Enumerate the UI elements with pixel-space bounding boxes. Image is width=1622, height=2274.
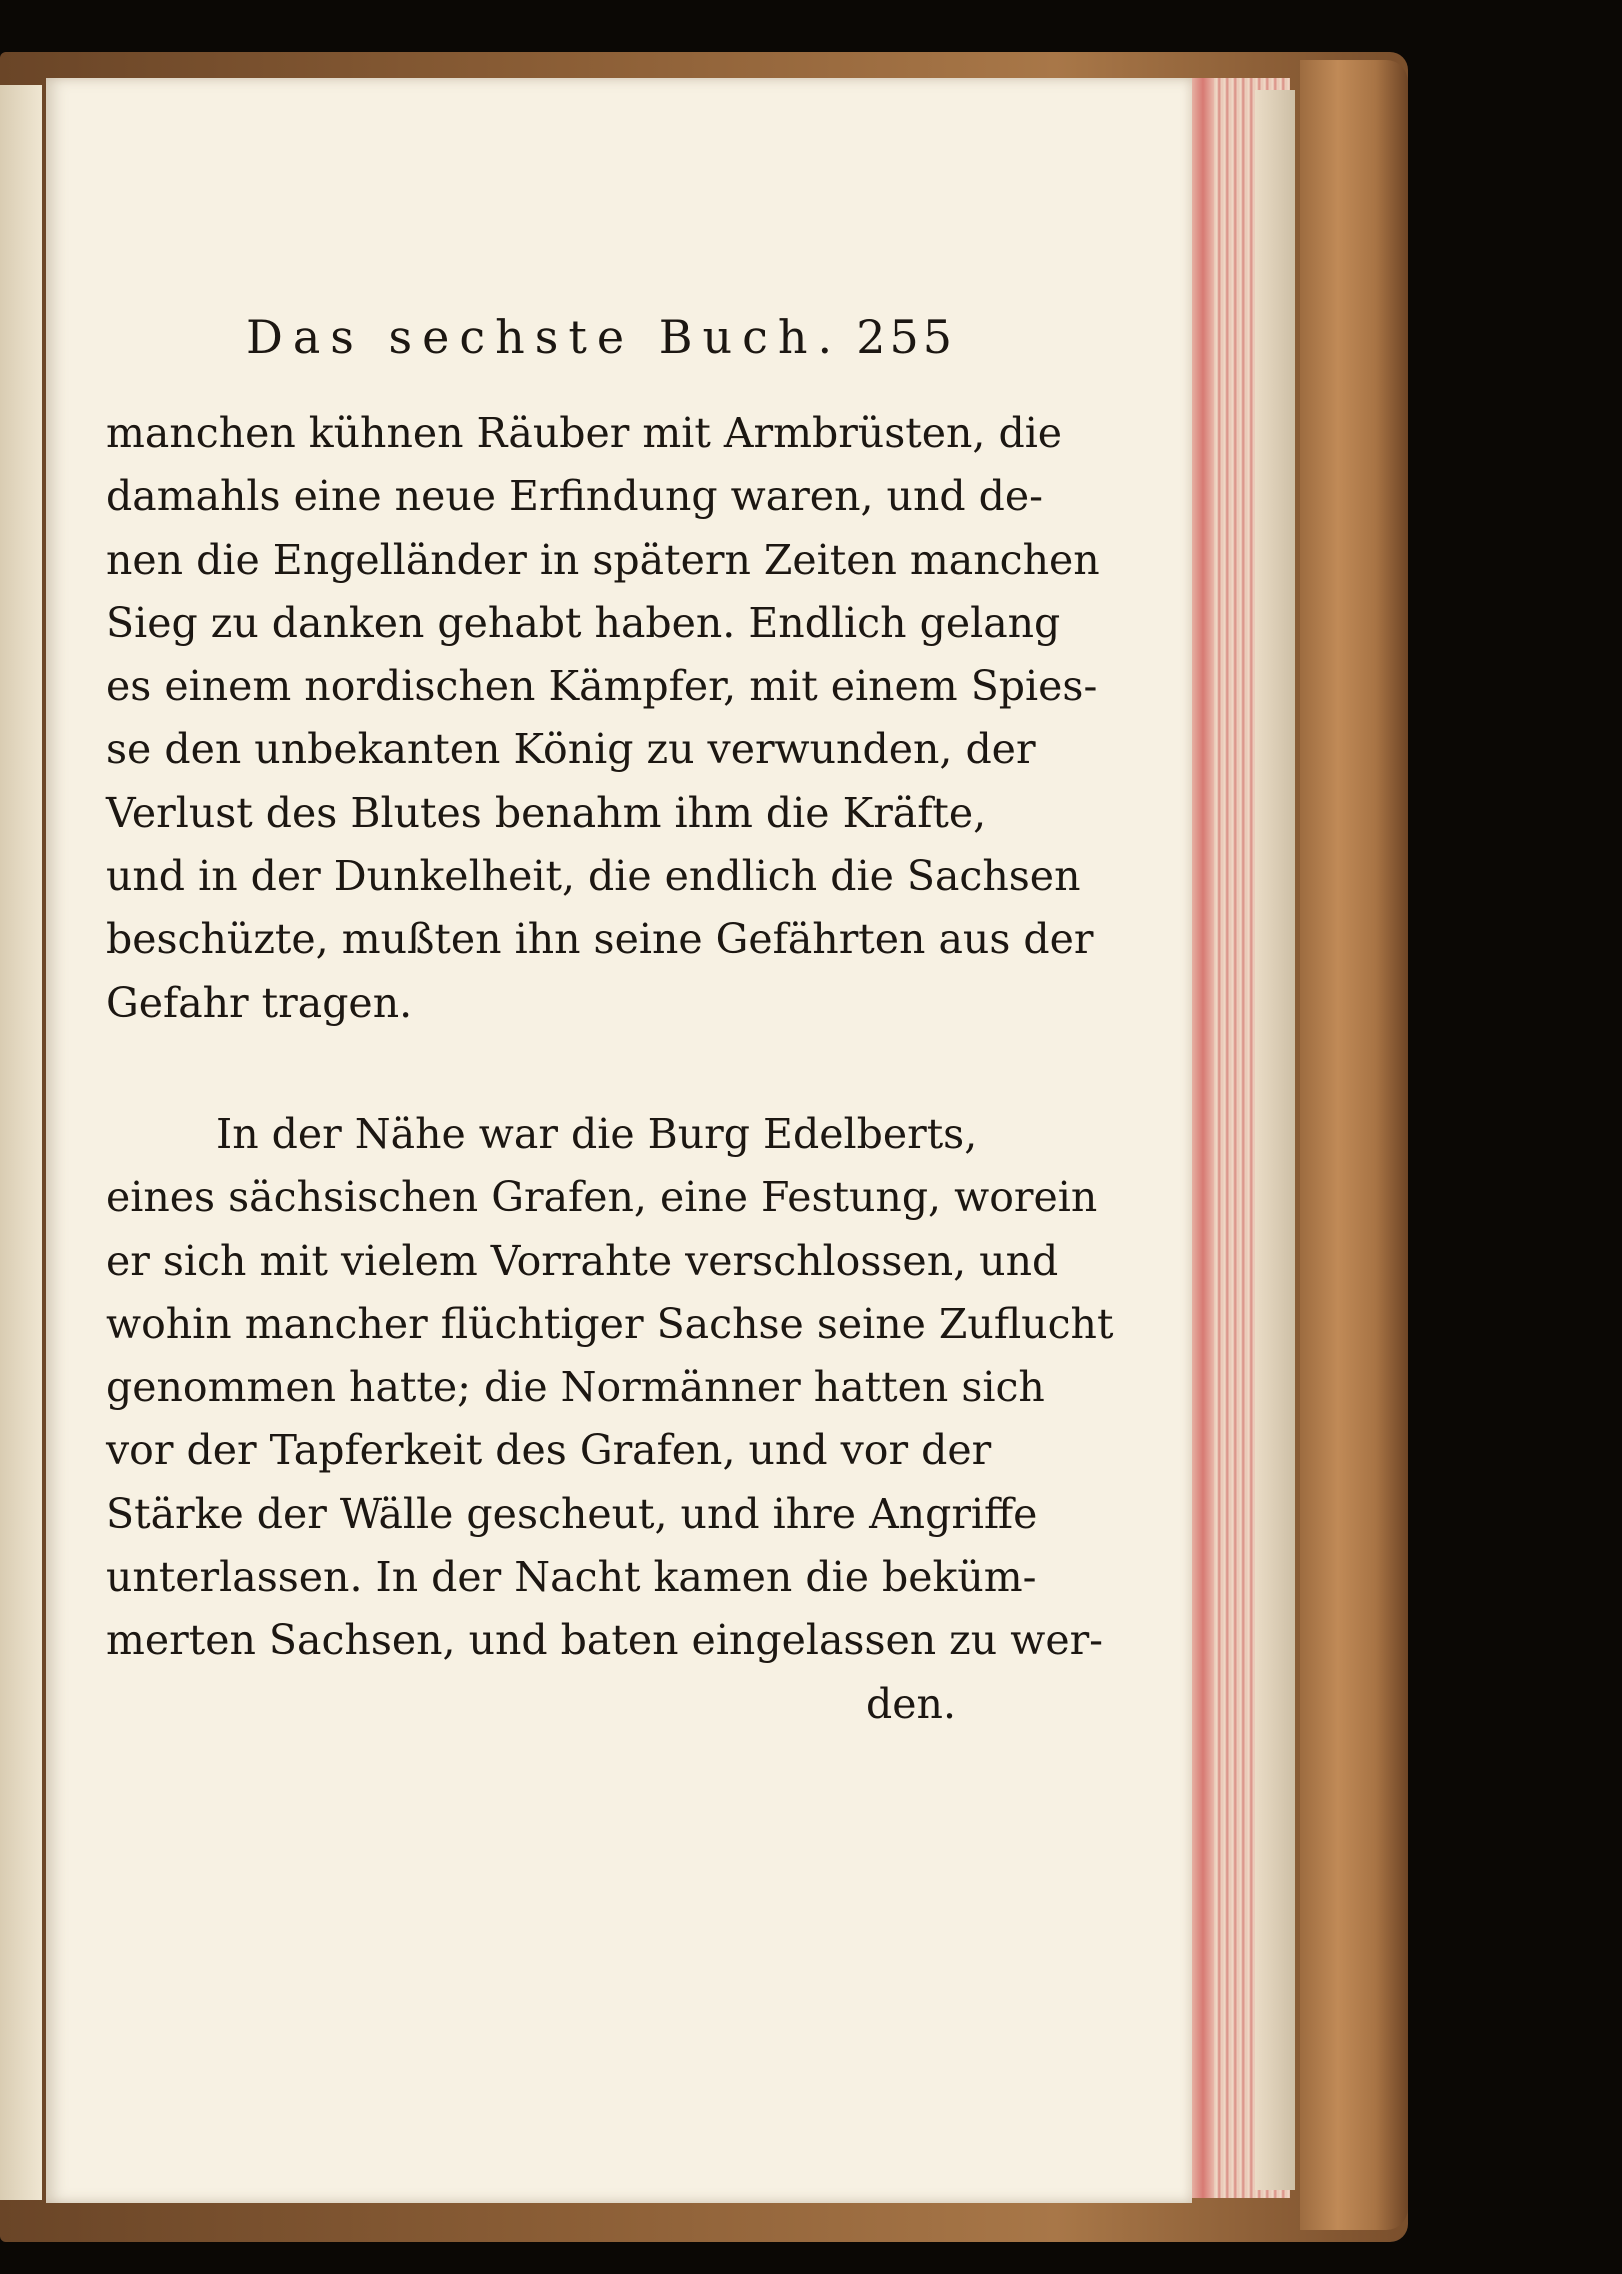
- page-number: 255: [856, 310, 956, 364]
- page-block-shade: [1255, 90, 1295, 2190]
- text-line: damahls eine neue Erfindung waren, und de-: [106, 472, 1043, 521]
- text-line: vor der Tapferkeit des Grafen, und vor der: [106, 1426, 992, 1475]
- text-line: und in der Dunkelheit, die endlich die Sachsen: [106, 852, 1081, 901]
- paragraph-1: [106, 402, 1100, 1035]
- text-line: se den unbekanten König zu verwunden, der: [106, 725, 1036, 774]
- text-line: merten Sachsen, und baten eingelassen zu wer-: [106, 1616, 1104, 1665]
- text-line: eines sächsischen Grafen, eine Festung, worein: [106, 1173, 1098, 1222]
- text-line: In der Nähe war die Burg Edelberts,: [216, 1109, 978, 1158]
- catchword: den.: [866, 1679, 956, 1728]
- page-text-block: [106, 310, 1114, 1736]
- book-cover-edge: [1300, 60, 1408, 2230]
- running-title: Das sechste Buch.: [246, 310, 843, 364]
- text-line: nen die Engelländer in spätern Zeiten manchen: [106, 535, 1100, 584]
- text-line: Gefahr tragen.: [106, 978, 413, 1027]
- text-line: wohin mancher flüchtiger Sachse seine Zuflucht: [106, 1299, 1114, 1348]
- red-page-edge: [1192, 78, 1214, 2198]
- text-line: Verlust des Blutes benahm ihm die Kräfte,: [106, 788, 987, 837]
- text-line: Stärke der Wälle gescheut, und ihre Angriffe: [106, 1489, 1038, 1538]
- text-line: er sich mit vielem Vorrahte verschlossen, und: [106, 1236, 1059, 1285]
- paragraph-2: [106, 1103, 1114, 1736]
- text-line: Sieg zu danken gehabt haben. Endlich gelang: [106, 598, 1061, 647]
- book-page: [46, 78, 1192, 2203]
- page-header: [106, 310, 956, 390]
- text-line: beschüzte, mußten ihn seine Gefährten aus der: [106, 915, 1094, 964]
- text-line: es einem nordischen Kämpfer, mit einem Spies-: [106, 662, 1098, 711]
- text-line: unterlassen. In der Nacht kamen die beküm-: [106, 1553, 1037, 1602]
- paragraph-gap: [106, 1035, 956, 1103]
- text-line: manchen kühnen Räuber mit Armbrüsten, die: [106, 409, 1063, 457]
- text-line: genommen hatte; die Normänner hatten sich: [106, 1363, 1045, 1412]
- previous-page-edge: [0, 85, 42, 2200]
